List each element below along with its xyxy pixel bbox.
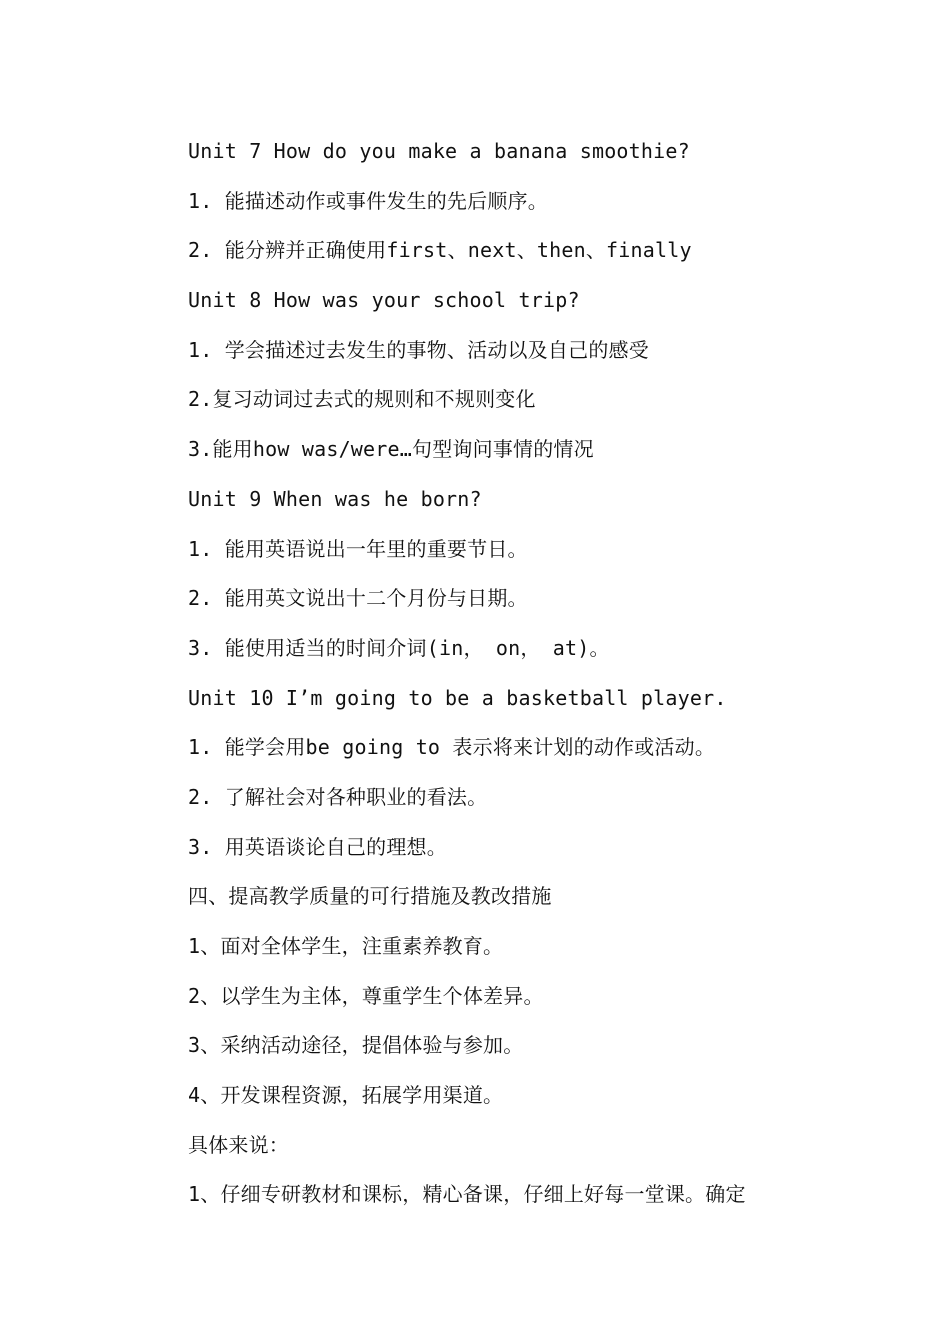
- document-body: [188, 133, 888, 1226]
- measure-2: 2、以学生为主体，尊重学生个体差异。: [188, 983, 544, 1008]
- unit-8-heading: Unit 8 How was your school trip?: [188, 288, 580, 313]
- unit-9-heading: Unit 9 When was he born?: [188, 486, 482, 511]
- section-4-heading: 四、提高教学质量的可行措施及教改措施: [188, 884, 552, 909]
- specific-item-1: 1、仔细专研教材和课标，精心备课，仔细上好每一堂课。确定: [188, 1182, 746, 1207]
- unit-7-goal-2: 2. 能分辨并正确使用first、next、then、finally: [188, 238, 692, 263]
- unit-8-goal-1: 1. 学会描述过去发生的事物、活动以及自己的感受: [188, 337, 649, 362]
- unit-8-goal-2: 2.复习动词过去式的规则和不规则变化: [188, 387, 536, 412]
- specifics-heading: 具体来说：: [188, 1132, 289, 1157]
- unit-9-goal-3: 3. 能使用适当的时间介词(in， on， at)。: [188, 635, 610, 660]
- unit-8-goal-3: 3.能用how was/were…句型询问事情的情况: [188, 437, 594, 462]
- measure-3: 3、采纳活动途径，提倡体验与参加。: [188, 1033, 524, 1058]
- unit-9-goal-2: 2. 能用英文说出十二个月份与日期。: [188, 586, 528, 611]
- measure-4: 4、开发课程资源，拓展学用渠道。: [188, 1083, 504, 1108]
- unit-10-goal-1: 1. 能学会用be going to 表示将来计划的动作或活动。: [188, 735, 716, 760]
- unit-10-goal-3: 3. 用英语谈论自己的理想。: [188, 834, 447, 859]
- unit-9-goal-1: 1. 能用英语说出一年里的重要节日。: [188, 536, 528, 561]
- unit-10-heading: Unit 10 I’m going to be a basketball player.: [188, 685, 727, 710]
- unit-7-heading: Unit 7 How do you make a banana smoothie?: [188, 139, 690, 163]
- unit-7-goal-1: 1. 能描述动作或事件发生的先后顺序。: [188, 188, 548, 213]
- measure-1: 1、面对全体学生，注重素养教育。: [188, 934, 504, 958]
- unit-10-goal-2: 2. 了解社会对各种职业的看法。: [188, 784, 488, 809]
